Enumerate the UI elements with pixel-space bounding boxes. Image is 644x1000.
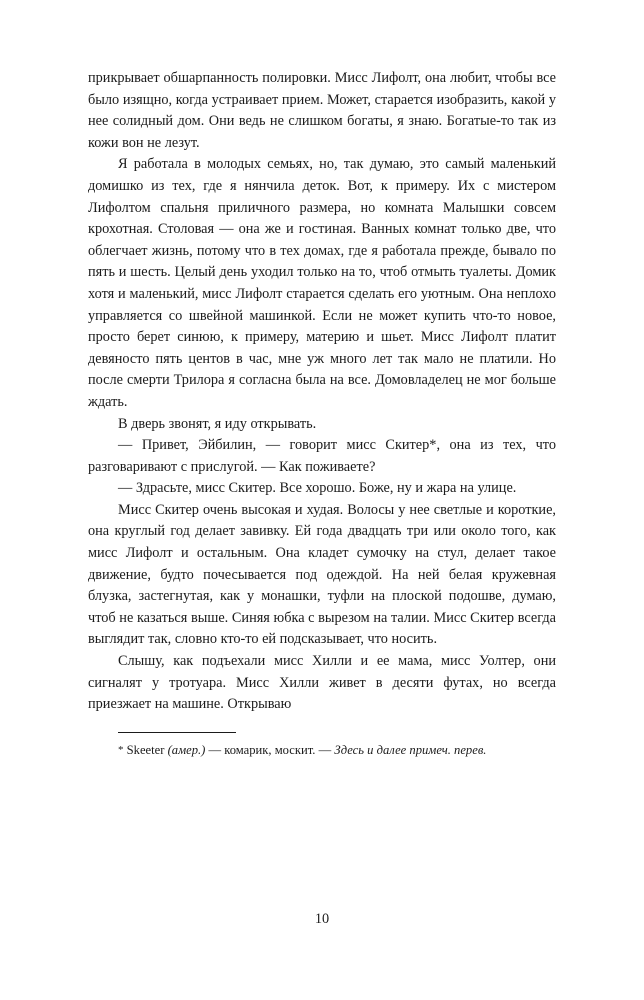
footnote-dash-1: — bbox=[205, 742, 225, 757]
footnote-divider bbox=[118, 732, 236, 733]
page-body bbox=[88, 68, 556, 716]
paragraph-4: — Привет, Эйбилин, — говорит мисс Скитер*, она из тех, что разговаривают с прислугой. — Как поживаете? bbox=[88, 437, 556, 475]
footnote-editor-note: Здесь и далее примеч. перев. bbox=[334, 742, 487, 757]
paragraph-1: прикрывает обшарпанность полировки. Мисс Лифолт, она любит, чтобы все было изящно, когда устраивает прием. Может, старается изобразить, какой у нее солидный дом. Они ведь не слишком богаты, я знаю. Богатые-то так из кожи вон не лезут. bbox=[88, 70, 556, 151]
footnote-text bbox=[88, 741, 556, 760]
footnote-lang-note: (амер.) bbox=[167, 742, 206, 757]
paragraph-6: Мисс Скитер очень высокая и худая. Волосы у нее светлые и короткие, она круглый год делает завивку. Ей года двадцать три или около того, как мисс Лифолт и остальным. Она кладет сумочку на стул, делает такое движение, будто почесывается под одеждой. На ней белая кружевная блузка, застегнутая, как у монашки, туфли на плоской подошве, думаю, чтоб не казаться выше. Синяя юбка с вырезом на талии. Мисс Скитер всегда выглядит так, словно кто-то ей подсказывает, что носить. bbox=[88, 501, 556, 648]
footnote-block bbox=[88, 732, 556, 760]
footnote-marker: * bbox=[118, 743, 124, 756]
footnote-definition: комарик, москит. bbox=[224, 742, 316, 757]
footnote-dash-2: — bbox=[315, 742, 335, 757]
footnote-term: Skeeter bbox=[126, 742, 165, 757]
paragraph-5: — Здрасьте, мисс Скитер. Все хорошо. Боже, ну и жара на улице. bbox=[118, 480, 517, 497]
page-number: 10 bbox=[314, 911, 330, 927]
paragraph-3: В дверь звонят, я иду открывать. bbox=[118, 415, 317, 432]
paragraph-2: Я работала в молодых семьях, но, так думаю, это самый маленький домишко из тех, где я нянчила деток. Вот, к примеру. Их с мистером Лифолтом спальня приличного размера, но комната Малышки совсем крохотная. Столовая — она же и гостиная. Ванных комнат только две, что облегчает жизнь, потому что в тех домах, где я работала прежде, бывало по пять и шесть. Целый день уходил только на то, чтоб отмыть туалеты. Домик хотя и маленький, мисс Лифолт старается сделать его уютным. Она неплохо управляется со швейной машинкой. Если не может купить что-то новое, просто берет синюю, к примеру, материю и шьет. Мисс Лифолт платит девяносто пять центов в час, мне уж много лет так мало не платили. Но после смерти Трилора я согласна была на все. Домовладелец не мог больше ждать. bbox=[88, 156, 556, 410]
paragraph-7: Слышу, как подъехали мисс Хилли и ее мама, мисс Уолтер, они сигналят у тротуара. Мисс Хилли живет в десяти футах, но всегда приезжает на машине. Открываю bbox=[88, 653, 556, 713]
